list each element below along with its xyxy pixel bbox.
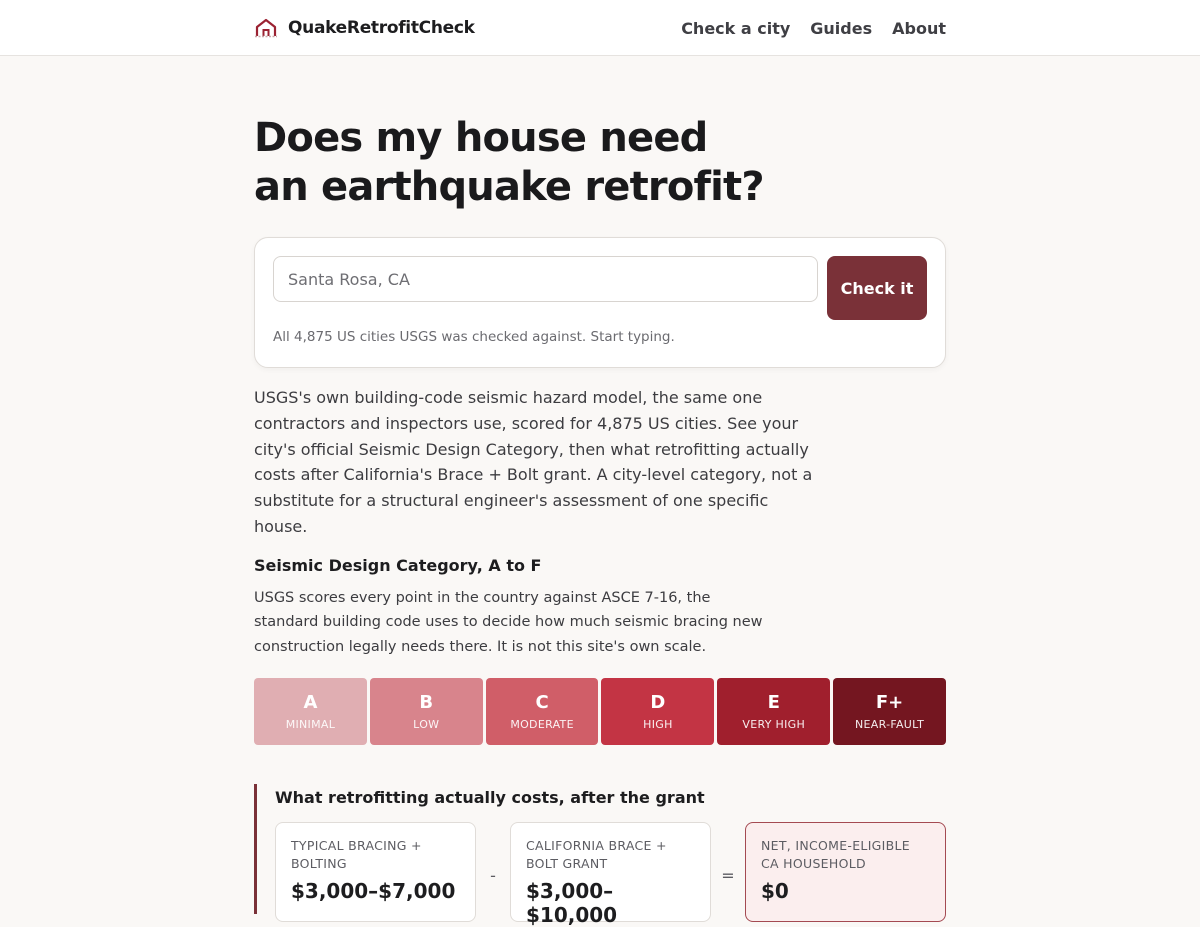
main-nav: [681, 16, 946, 40]
sdc-description: USGS scores every point in the country against ASCE 7-16, the standard building code uses to decide how much seismic bracing new construction legally needs there. It is not this site's own scale.: [254, 590, 763, 655]
minus-operator: -: [490, 866, 496, 885]
house-icon: [254, 16, 278, 40]
top-navigation-bar: [0, 0, 1200, 56]
cost-card-bracing: [275, 822, 476, 922]
brand-logo-link[interactable]: [254, 16, 475, 40]
page-title: [254, 114, 954, 212]
page-title-line-1: Does my house need: [254, 115, 708, 161]
sdc-category-d: [601, 678, 714, 745]
city-search-input[interactable]: [273, 256, 818, 302]
sdc-letter: A: [303, 692, 318, 713]
sdc-letter: F+: [875, 692, 904, 713]
sdc-category-f: [833, 678, 946, 745]
cost-value: $0: [761, 879, 789, 903]
sdc-label: NEAR-FAULT: [855, 718, 925, 731]
check-it-button[interactable]: Check it: [827, 256, 927, 320]
sdc-label: HIGH: [643, 718, 673, 731]
sdc-category-e: [717, 678, 830, 745]
sdc-category-c: [486, 678, 599, 745]
sdc-letter: D: [650, 692, 666, 713]
sdc-label: LOW: [413, 718, 440, 731]
cost-label: NET, INCOME-ELIGIBLE CA HOUSEHOLD: [761, 838, 910, 871]
nav-link-about[interactable]: About: [892, 18, 946, 38]
brand-name: QuakeRetrofitCheck: [288, 18, 475, 38]
sdc-letter: C: [535, 692, 549, 713]
sdc-category-a: [254, 678, 367, 745]
sdc-category-b: [370, 678, 483, 745]
sdc-section-title: Seismic Design Category, A to F: [254, 556, 542, 575]
sdc-label: MINIMAL: [285, 718, 336, 731]
sdc-letter: B: [419, 692, 434, 713]
equals-operator: =: [721, 866, 735, 885]
nav-link-check-a-city[interactable]: Check a city: [681, 18, 791, 38]
intro-paragraph: USGS's own building-code seismic hazard model, the same one contractors and inspectors use, scored for 4,875 US cities. See your city's official Seismic Design Category, then what retrofitting actually costs after California's Brace + Bolt grant. A city-level category, not a substitute for a structural engineer's assessment of one specific house.: [254, 388, 813, 536]
cost-label: TYPICAL BRACING + BOLTING: [291, 838, 422, 871]
sdc-label: VERY HIGH: [742, 718, 806, 731]
cost-label: CALIFORNIA BRACE + BOLT GRANT: [526, 838, 667, 871]
search-hint: All 4,875 US cities USGS was checked against. Start typing.: [273, 329, 675, 345]
city-search-card: [254, 237, 946, 368]
sdc-scale: [254, 678, 946, 745]
sdc-letter: E: [767, 692, 780, 713]
nav-link-guides[interactable]: Guides: [810, 18, 873, 38]
cost-card-grant: [510, 822, 711, 927]
cost-value: $3,000–$10,000: [526, 879, 618, 927]
sdc-label: MODERATE: [510, 718, 574, 731]
cost-card-net: [745, 822, 946, 922]
page-title-line-2: an earthquake retrofit?: [254, 164, 764, 210]
cost-section-title: What retrofitting actually costs, after the grant: [275, 788, 705, 807]
retrofit-cost-section: [254, 784, 946, 927]
cost-value: $3,000–$7,000: [291, 879, 456, 903]
